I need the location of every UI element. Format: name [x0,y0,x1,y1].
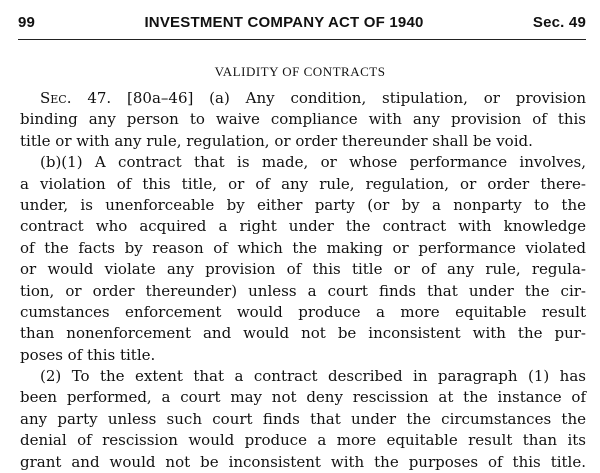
text-line: than nonenforcement and would not be inconsistent with the pur- [20,324,586,343]
statute-text [20,88,586,473]
text-line: denial of rescission would produce a more equitable result than its [20,431,586,450]
text-line: title or with any rule, regulation, or order thereunder shall be void. [20,131,533,150]
text-line: tion, or order thereunder) unless a court finds that under the cir- [20,281,586,300]
text-line: of the facts by reason of which the making or performance violated [20,238,586,257]
section-number-label: Sec. [40,89,72,107]
text-line: contract who acquired a right under the contract with knowledge [20,217,586,236]
text-line: under, is unenforceable by either party (or by a nonparty to the [20,195,586,214]
text-line: cumstances enforcement would produce a more equitable result [20,302,586,321]
running-header [18,14,586,36]
text-line: or would violate any provision of this title or of any rule, regula- [20,260,586,279]
document-title: INVESTMENT COMPANY ACT OF 1940 [144,14,424,31]
section-heading: VALIDITY OF CONTRACTS [214,64,386,79]
text-line: Sec. 47. [80a–46] (a) Any condition, stipulation, or provision [40,89,586,107]
text-line: poses of this title. [20,345,156,364]
section-reference: Sec. 49 [532,14,586,31]
text-line: binding any person to waive compliance with any provision of this [20,110,586,129]
text-line: a violation of this title, or of any rule, regulation, or order there- [20,174,586,193]
page-number: 99 [18,14,36,31]
text-line: (b)(1) A contract that is made, or whose performance involves, [40,153,586,172]
header-rule [18,39,586,40]
text-line: been performed, a court may not deny rescission at the instance of [20,388,586,407]
text-line: any party unless such court finds that under the circumstances the [20,409,586,428]
text-line: grant and would not be inconsistent with the purposes of this title. [20,452,586,471]
text-line: (2) To the extent that a contract described in paragraph (1) has [40,367,586,386]
